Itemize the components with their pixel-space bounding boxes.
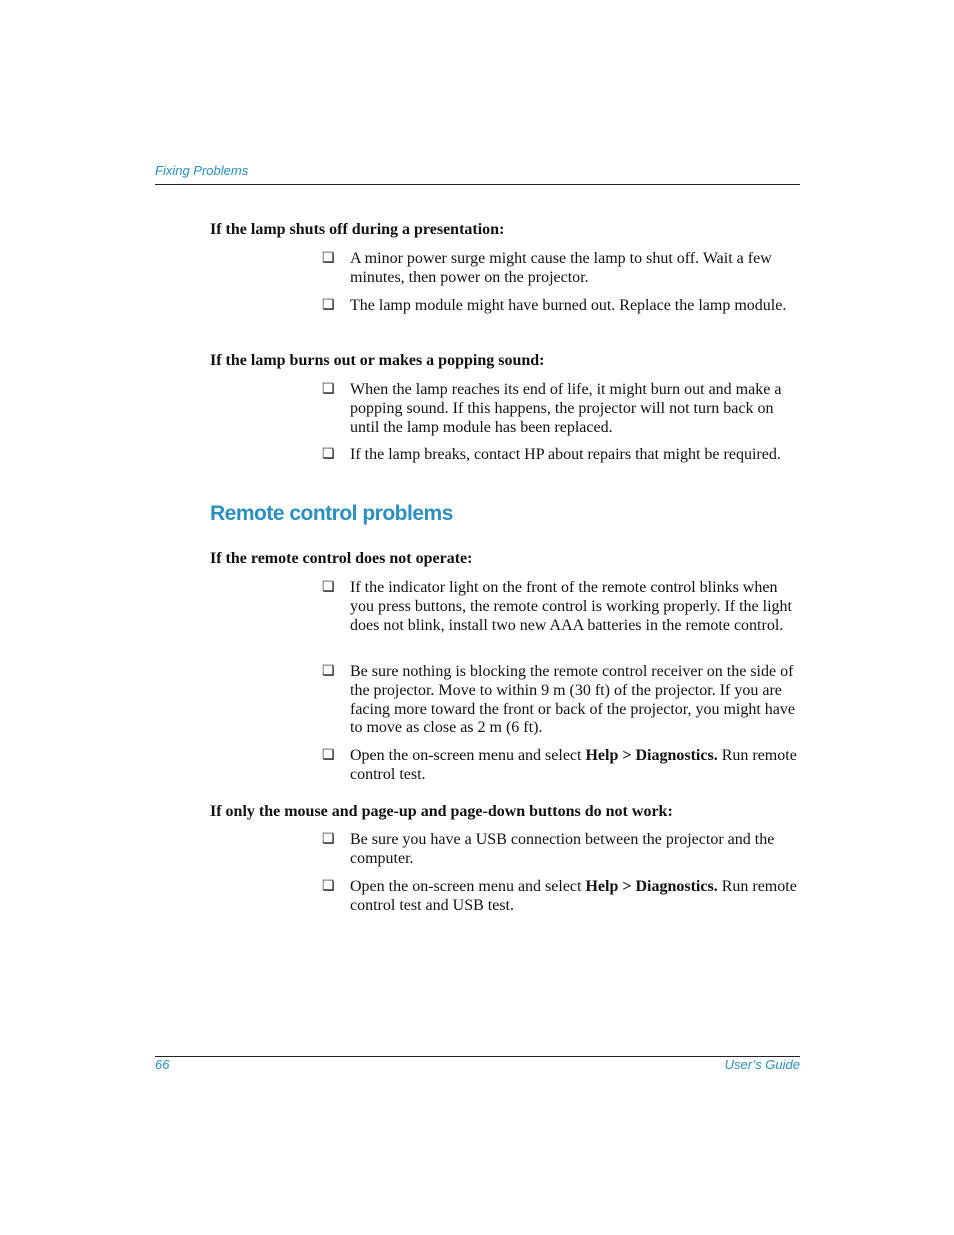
header-rule [155, 184, 800, 185]
list-item-text: When the lamp reaches its end of life, it might burn out and make a popping sound. If this happens, the projector will not turn back on until the lamp module has been replaced. [350, 381, 782, 436]
list-item-text: If the indicator light on the front of the remote control blinks when you press buttons, the remote control is working properly. If the light does not blink, install two new AAA batteries in the remote control. [350, 579, 792, 634]
subheading-mouse-buttons: If only the mouse and page-up and page-down buttons do not work: [210, 803, 673, 820]
checkbox-bullet-icon: ❏ [322, 879, 335, 894]
list-item-text [350, 878, 800, 916]
footer-guide-label: User’s Guide [724, 1057, 800, 1072]
list-item-text: A minor power surge might cause the lamp to shut off. Wait a few minutes, then power on the projector. [350, 250, 772, 286]
list-item-text: Be sure nothing is blocking the remote control receiver on the side of the projector. Move to within 9 m (30 ft) of the projector. If you are facing more toward the front or back of the projector, you might have to move as close as 2 m (6 ft). [350, 663, 795, 737]
subheading-lamp-shuts-off: If the lamp shuts off during a presentation: [210, 221, 505, 238]
list-item-text: Be sure you have a USB connection between the projector and the computer. [350, 831, 775, 867]
list-item [322, 297, 800, 316]
subheading-remote-not-operate: If the remote control does not operate: [210, 550, 473, 567]
page-number: 66 [155, 1057, 170, 1072]
checkbox-bullet-icon: ❏ [322, 251, 335, 266]
list-item [322, 831, 800, 869]
checkbox-bullet-icon: ❏ [322, 580, 335, 595]
subheading-lamp-burns-out: If the lamp burns out or makes a popping sound: [210, 352, 545, 369]
checkbox-bullet-icon: ❏ [322, 748, 335, 763]
list-item [322, 747, 800, 785]
checkbox-bullet-icon: ❏ [322, 832, 335, 847]
footer-rule [155, 1056, 800, 1057]
list-item [322, 381, 800, 437]
list-item-text-pre: Open the on-screen menu and select [350, 747, 586, 764]
list-item-text: If the lamp breaks, contact HP about repairs that might be required. [350, 446, 781, 463]
checkbox-bullet-icon: ❏ [322, 382, 335, 397]
section-title: Remote control problems [210, 502, 453, 525]
menu-path-bold: Help > Diagnostics. [585, 747, 718, 764]
list-item-text [350, 747, 800, 785]
list-item [322, 878, 800, 916]
list-item [322, 579, 800, 635]
checkbox-bullet-icon: ❏ [322, 447, 335, 462]
checkbox-bullet-icon: ❏ [322, 664, 335, 679]
list-item-text-post: Run remote control test. [350, 747, 797, 783]
list-item-text-post: Run remote control test and USB test. [350, 878, 797, 914]
menu-path-bold: Help > Diagnostics. [585, 878, 718, 895]
header-section-label: Fixing Problems [155, 163, 249, 178]
list-item [322, 663, 800, 738]
list-item [322, 446, 800, 465]
list-item [322, 250, 800, 288]
list-item-text-pre: Open the on-screen menu and select [350, 878, 586, 895]
list-item-text: The lamp module might have burned out. Replace the lamp module. [350, 297, 787, 314]
checkbox-bullet-icon: ❏ [322, 298, 335, 313]
